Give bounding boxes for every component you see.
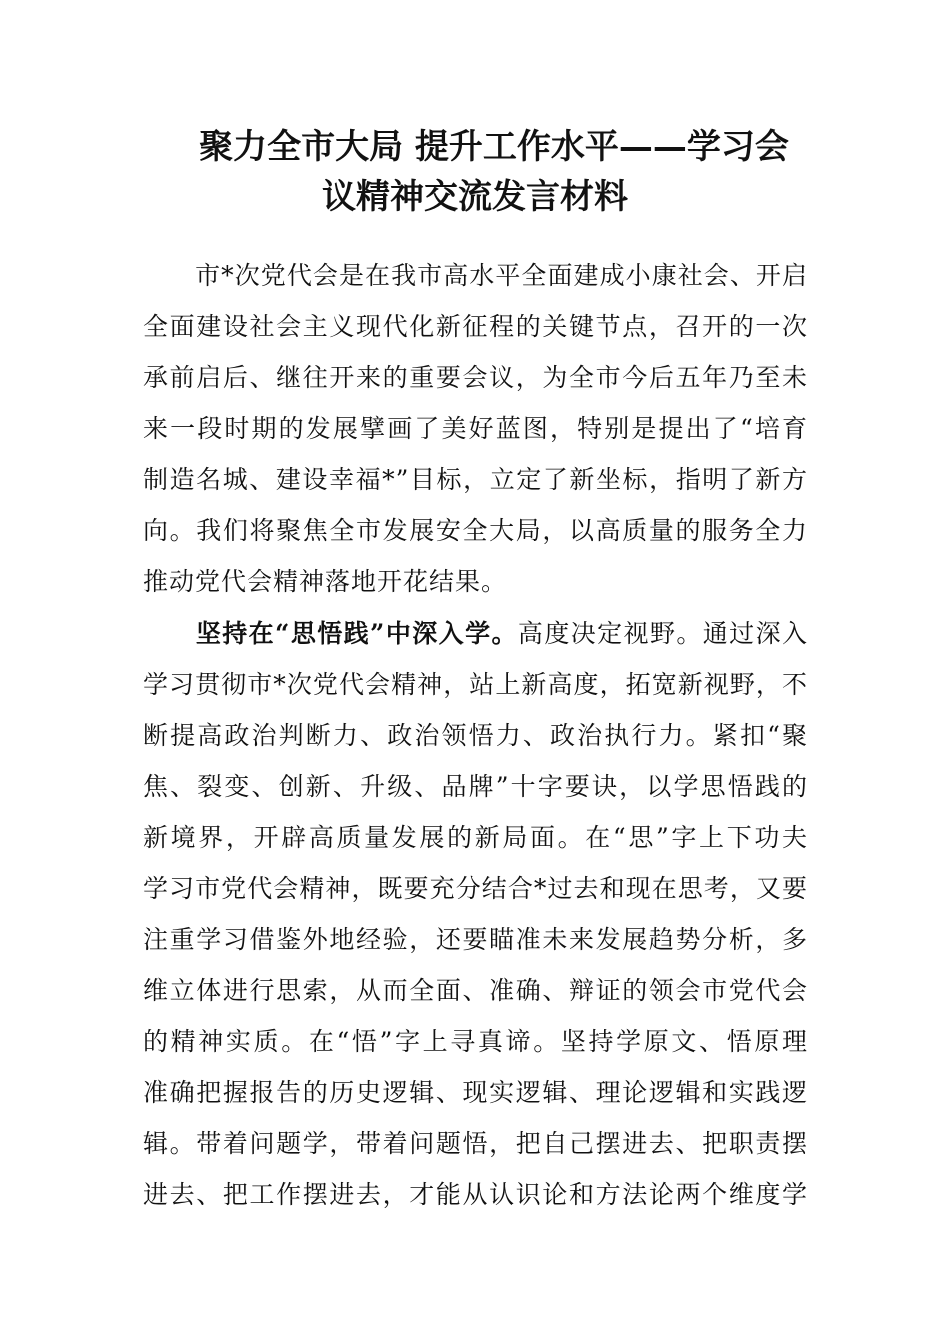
paragraph-line: 学习市党代会精神，既要充分结合*过去和现在思考，又要 [143, 874, 808, 903]
paragraph-line: 向。我们将聚焦全市发展安全大局，以高质量的服务全力 [143, 516, 808, 545]
paragraph-line: 新境界，开辟高质量发展的新局面。在“思”字上下功夫 [143, 823, 808, 852]
title-line-2: 议精神交流发言材料 [322, 177, 628, 217]
paragraph-line: 准确把握报告的历史逻辑、现实逻辑、理论逻辑和实践逻 [143, 1078, 808, 1107]
paragraph-line: 辑。带着问题学，带着问题悟，把自己摆进去、把职责摆 [143, 1129, 808, 1158]
paragraph-intro [143, 250, 808, 607]
paragraph-line: 全面建设社会主义现代化新征程的关键节点，召开的一次 [143, 312, 808, 341]
paragraph-line: 进去、把工作摆进去，才能从认识论和方法论两个维度学 [143, 1180, 808, 1209]
paragraph-line: 断提高政治判断力、政治领悟力、政治执行力。紧扣“聚 [143, 721, 808, 750]
paragraph-line: 承前启后、继往开来的重要会议，为全市今后五年乃至未 [143, 363, 808, 392]
paragraph-first-line [143, 608, 808, 659]
paragraph-line: 推动党代会精神落地开花结果。 [143, 567, 508, 596]
heading-line-rest: 高度决定视野。通过深入 [517, 619, 808, 648]
paragraph-line: 维立体进行思索，从而全面、准确、辩证的领会市党代会 [143, 976, 808, 1005]
paragraph-study [143, 608, 808, 1220]
paragraph-line: 制造名城、建设幸福*”目标，立定了新坐标，指明了新方 [143, 465, 808, 494]
paragraph-line: 学习贯彻市*次党代会精神，站上新高度，拓宽新视野，不 [143, 670, 808, 699]
paragraph-line: 焦、裂变、创新、升级、品牌”十字要诀，以学思悟践的 [143, 772, 808, 801]
paragraph-line: 的精神实质。在“悟”字上寻真谛。坚持学原文、悟原理 [143, 1027, 808, 1056]
paragraph-line: 来一段时期的发展擘画了美好蓝图，特别是提出了“培育 [143, 414, 808, 443]
document-title [0, 122, 950, 222]
paragraph-line: 注重学习借鉴外地经验，还要瞄准未来发展趋势分析，多 [143, 925, 808, 954]
title-line-1: 聚力全市大局 提升工作水平——学习会 [199, 127, 789, 167]
section-heading: 坚持在“思悟践”中深入学。 [143, 619, 518, 648]
paragraph-line: 市*次党代会是在我市高水平全面建成小康社会、开启 [143, 261, 808, 290]
